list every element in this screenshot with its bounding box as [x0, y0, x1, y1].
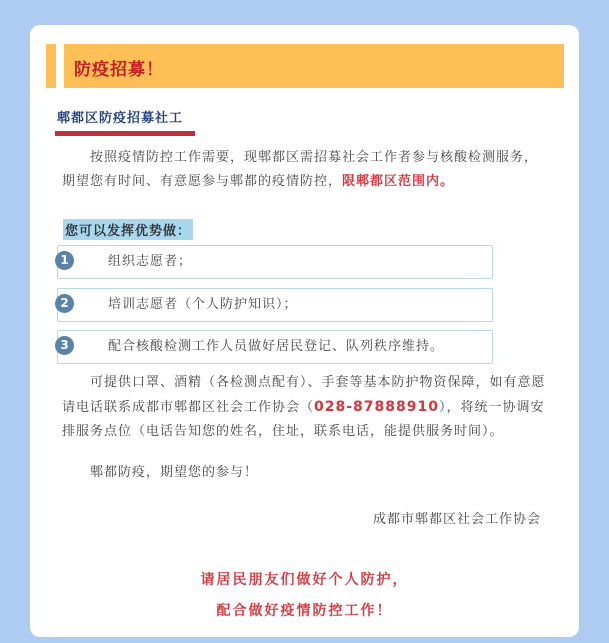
closing-paragraph	[62, 461, 550, 485]
number-badge: 3	[55, 336, 74, 355]
supply-text-after: ），将统一协调安排服务点位（电话告知您的姓名，住址，联系电话，能提供服务时间）。	[62, 400, 545, 439]
intro-highlight: 限郫都区范围内。	[342, 174, 455, 189]
list-item	[57, 330, 493, 364]
supply-paragraph	[62, 371, 550, 444]
list-item-text: 培训志愿者（个人防护知识）；	[108, 297, 298, 312]
list-item-text: 组织志愿者；	[108, 254, 193, 269]
banner-title: 防疫招募！	[74, 60, 164, 80]
slogan-line-1: 请居民朋友们做好个人防护，	[200, 572, 409, 588]
signature: 成都市郫都区社会工作协会	[373, 512, 542, 527]
number-badge: 1	[55, 251, 74, 270]
page-subtitle: 郫都区防疫招募社工	[57, 111, 184, 126]
supply-text-before: 可提供口罩、酒精（各检测点配有）、手套等基本防护物资保障，如有意愿请电话联系成都市郫都区社会工作协会（	[62, 375, 546, 415]
slogan-line-2: 配合做好疫情防控工作！	[216, 603, 393, 619]
number-badge: 2	[55, 294, 74, 313]
subtitle-underline	[55, 131, 195, 136]
banner-accent-strip	[46, 44, 56, 88]
intro-paragraph	[62, 146, 550, 194]
closing-text: 郫都防疫，期望您的参与！	[90, 465, 259, 480]
list-item	[57, 245, 493, 279]
intro-text: 按照疫情防控工作需要，现郫都区需招募社会工作者参与核酸检测服务，期望您有时间、有意愿参与郫都的疫情防控，	[62, 150, 539, 189]
section-title: 您可以发挥优势做：	[63, 219, 193, 240]
list-item	[57, 288, 493, 322]
list-item-text: 配合核酸检测工作人员做好居民登记、队列秩序维持。	[108, 339, 445, 354]
phone-number: 028-87888910	[314, 399, 439, 415]
